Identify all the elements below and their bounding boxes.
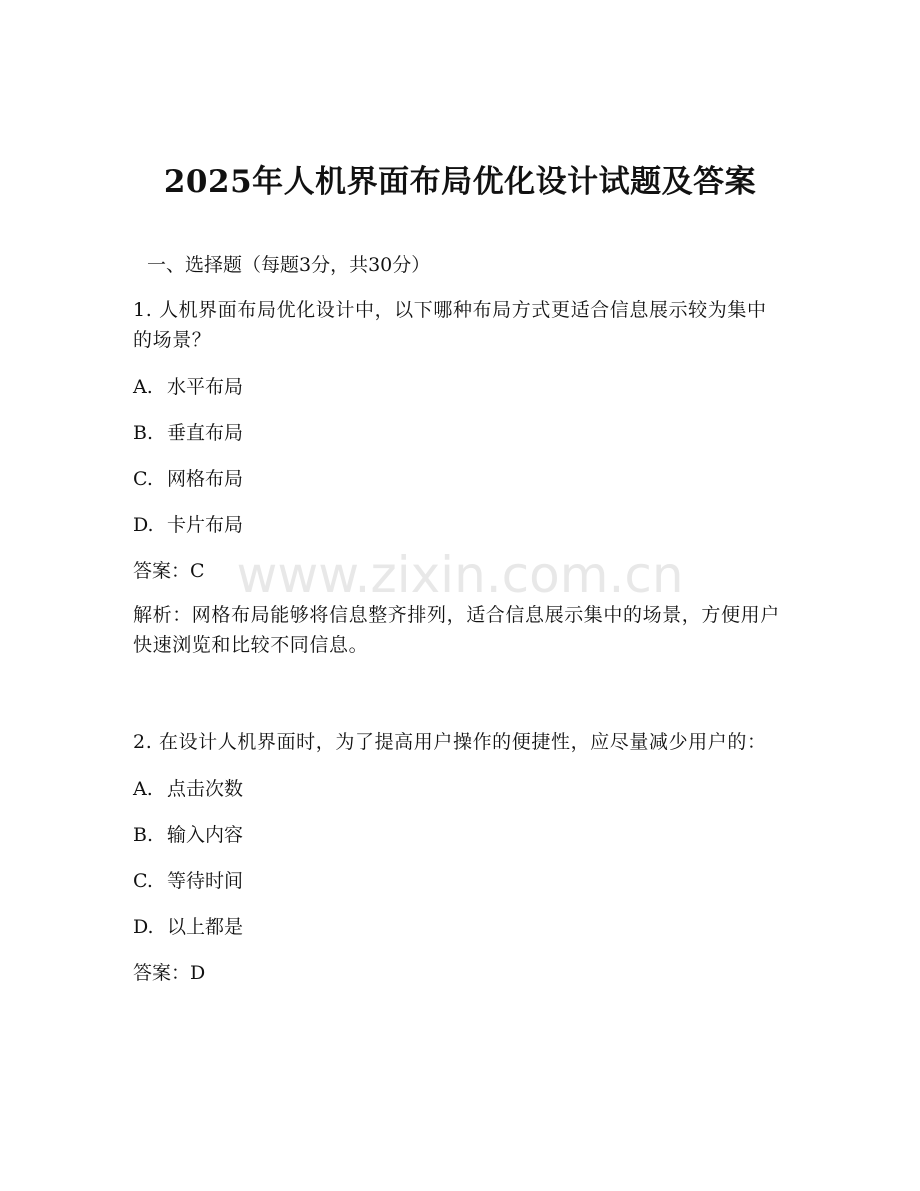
option-b <box>133 820 783 850</box>
option-letter: D. <box>133 916 154 938</box>
option-letter: C. <box>133 468 153 490</box>
answer: 答案：D <box>133 962 206 984</box>
page-title: 2025年人机界面布局优化设计试题及答案 <box>163 164 757 200</box>
question-1 <box>133 295 783 660</box>
spacer <box>133 675 783 727</box>
option-c <box>133 866 783 896</box>
option-text: 等待时间 <box>167 870 244 892</box>
option-letter: D. <box>133 514 154 536</box>
option-letter: B. <box>133 422 154 444</box>
watermark: www.zixin.com.cn <box>236 546 684 604</box>
question-stem: 2. 在设计人机界面时，为了提高用户操作的便捷性，应尽量减少用户的： <box>133 731 767 753</box>
option-text: 卡片布局 <box>167 514 244 536</box>
document-body <box>133 250 783 1003</box>
option-a <box>133 372 783 402</box>
option-d <box>133 912 783 942</box>
option-c <box>133 464 783 494</box>
option-text: 网格布局 <box>167 468 244 490</box>
question-2 <box>133 727 783 988</box>
option-d <box>133 510 783 540</box>
section-heading: 一、选择题（每题3分，共30分） <box>147 254 431 276</box>
option-text: 水平布局 <box>167 376 244 398</box>
option-text: 以上都是 <box>167 916 244 938</box>
option-text: 点击次数 <box>167 778 244 800</box>
option-a <box>133 774 783 804</box>
option-b <box>133 418 783 448</box>
analysis: 解析：网格布局能够将信息整齐排列，适合信息展示集中的场景，方便用户快速浏览和比较不同信息。 <box>133 604 780 656</box>
option-letter: B. <box>133 824 154 846</box>
option-letter: A. <box>133 376 153 398</box>
answer: 答案：C <box>133 560 205 582</box>
question-stem: 1. 人机界面布局优化设计中，以下哪种布局方式更适合信息展示较为集中的场景？ <box>133 299 767 351</box>
option-letter: C. <box>133 870 153 892</box>
option-text: 输入内容 <box>167 824 244 846</box>
option-text: 垂直布局 <box>167 422 244 444</box>
option-letter: A. <box>133 778 153 800</box>
